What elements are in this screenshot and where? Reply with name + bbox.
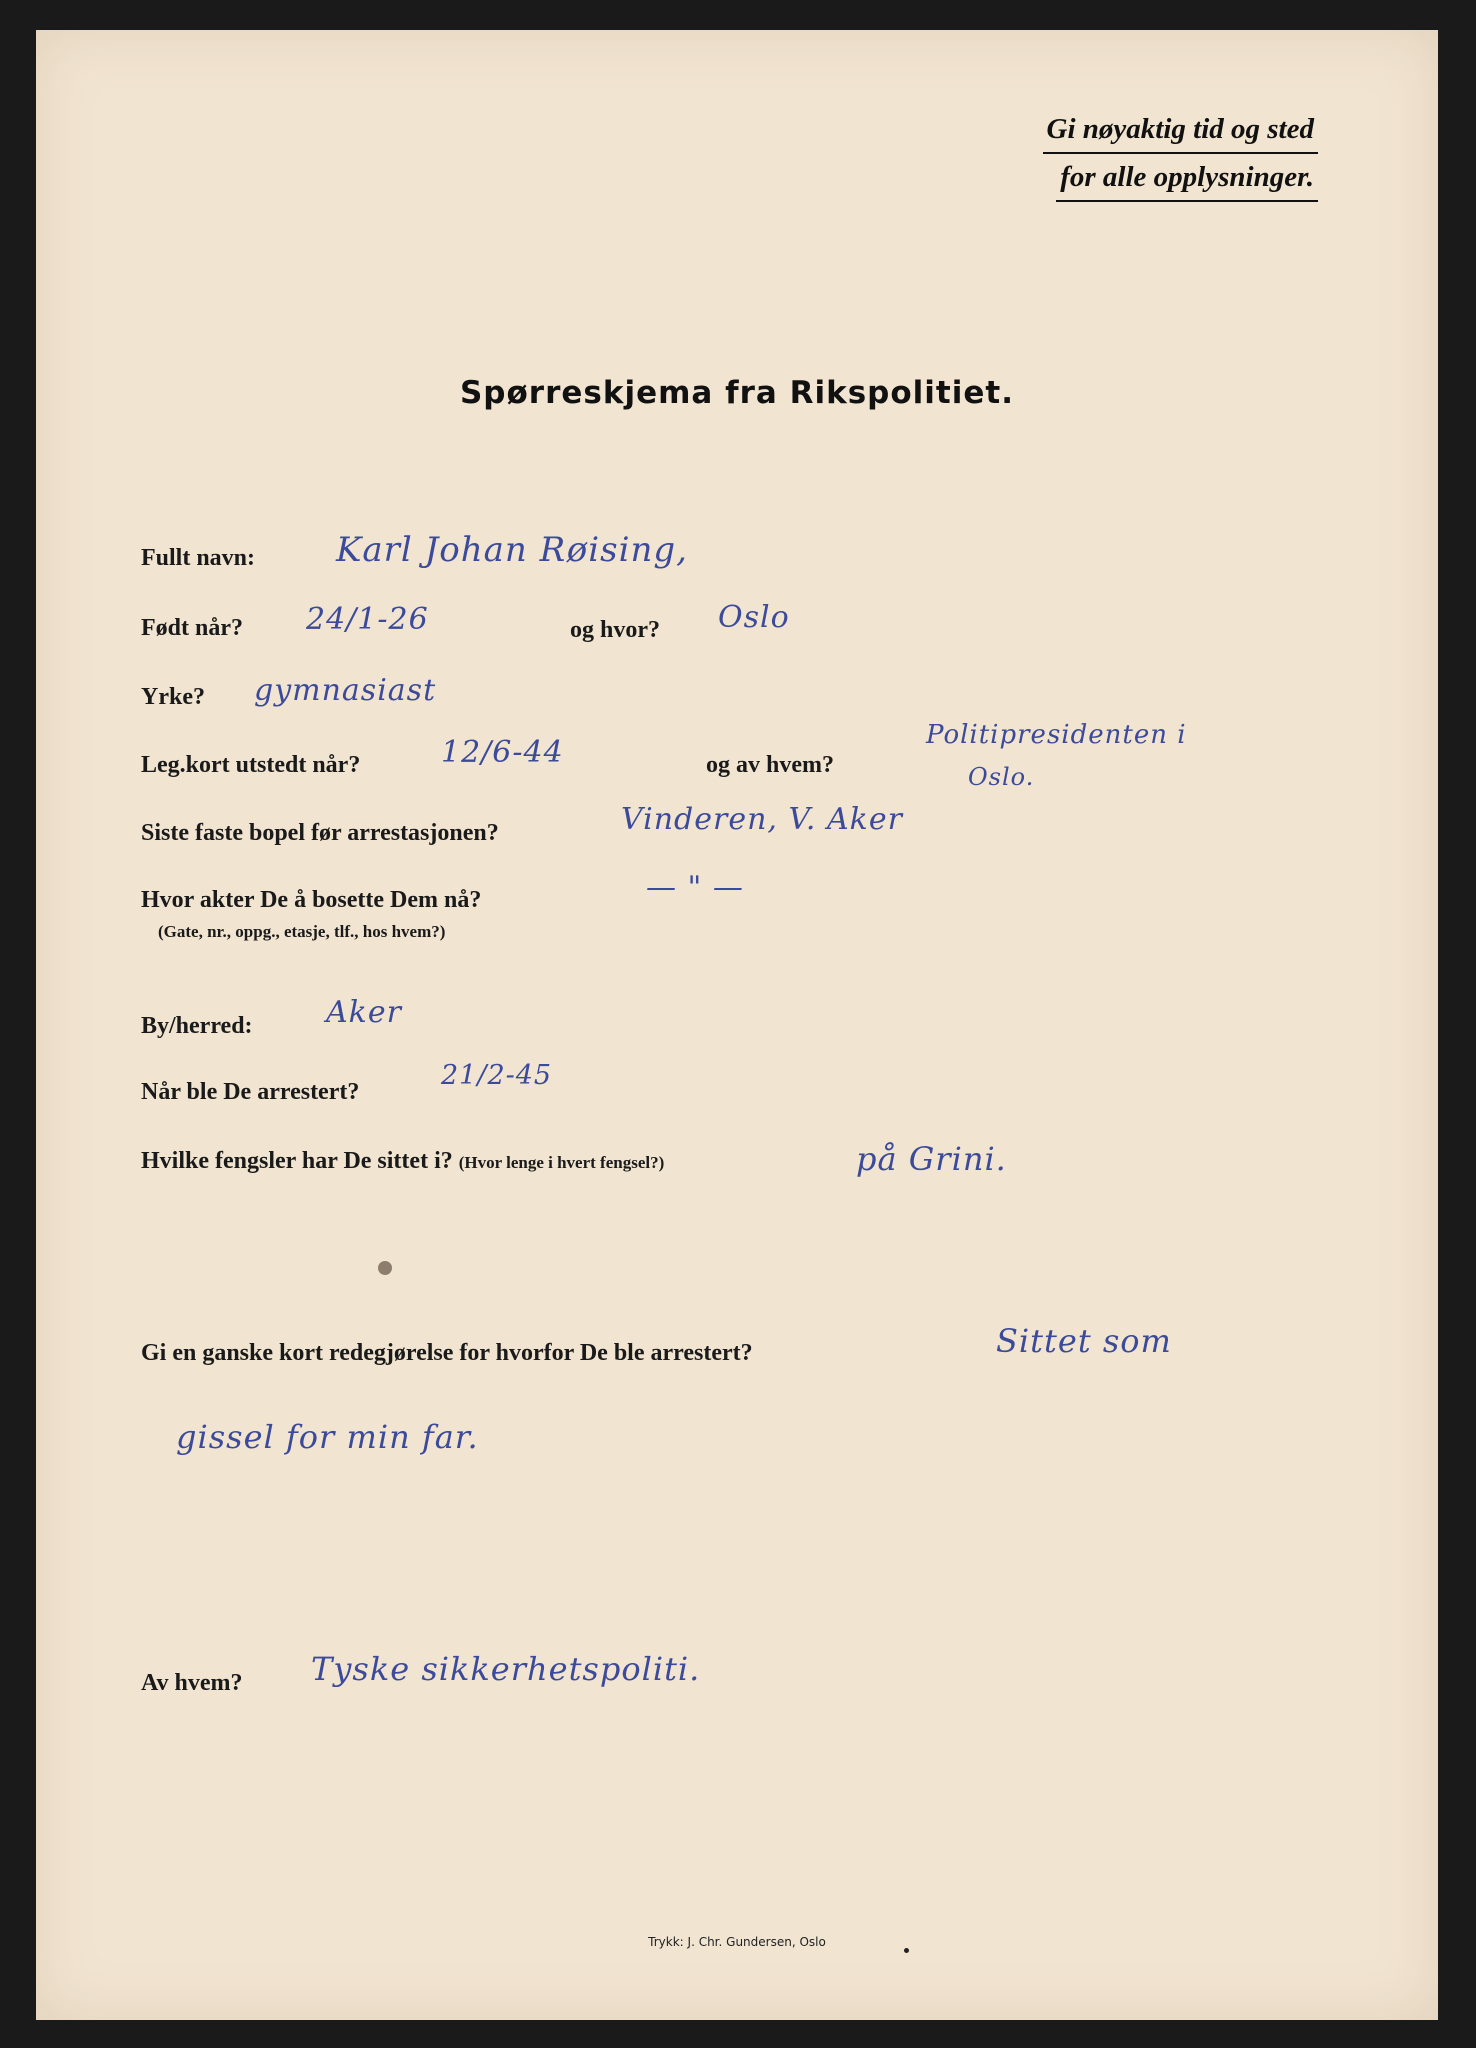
value-hvorfor-2: gissel for min far. (176, 1418, 479, 1456)
value-by-herred: Aker (326, 995, 402, 1030)
instruction-line-2: for alle opplysninger. (1056, 154, 1318, 202)
value-siste-bopel: Vinderen, V. Aker (621, 802, 903, 837)
value-arrestert: 21/2-45 (441, 1060, 553, 1091)
label-og-av-hvem: og av hvem? (706, 752, 834, 778)
value-bosette: — " — (646, 870, 744, 905)
label-siste-bopel: Siste faste bopel før arrestasjonen? (141, 820, 499, 846)
stain-mark (378, 1261, 392, 1275)
label-arrestert: Når ble De arrestert? (141, 1079, 360, 1105)
form-title: Spørreskjema fra Rikspolitiet. (459, 375, 1014, 411)
ink-dot (904, 1948, 909, 1953)
printer-imprint: Trykk: J. Chr. Gundersen, Oslo (648, 1935, 826, 1949)
instruction-line-1: Gi nøyaktig tid og sted (1043, 106, 1318, 154)
value-og-av-hvem-2: Oslo. (968, 763, 1035, 791)
label-av-hvem: Av hvem? (141, 1670, 243, 1696)
label-fengsler-sub: (Hvor lenge i hvert fengsel?) (458, 1153, 665, 1172)
value-og-hvor: Oslo (718, 600, 790, 635)
form-sheet (36, 30, 1438, 2020)
label-fengsler (141, 1148, 664, 1175)
value-fullt-navn: Karl Johan Røising, (336, 530, 688, 570)
label-bosette-sub: (Gate, nr., oppg., etasje, tlf., hos hvem?) (158, 922, 446, 941)
value-av-hvem: Tyske sikkerhetspoliti. (311, 1650, 701, 1688)
label-hvorfor: Gi en ganske kort redegjørelse for hvorfor De ble arrestert? (141, 1340, 753, 1366)
label-og-hvor: og hvor? (570, 617, 660, 643)
value-hvorfor-1: Sittet som (996, 1322, 1172, 1360)
label-fodt-naar: Født når? (141, 615, 243, 641)
label-yrke: Yrke? (141, 684, 205, 710)
label-legkort: Leg.kort utstedt når? (141, 752, 361, 778)
value-og-av-hvem-1: Politipresidenten i (926, 720, 1187, 750)
value-fodt-naar: 24/1-26 (306, 602, 429, 637)
instruction-note (1043, 106, 1318, 202)
value-yrke: gymnasiast (254, 673, 437, 708)
label-by-herred: By/herred: (141, 1013, 253, 1039)
label-fullt-navn: Fullt navn: (141, 545, 256, 571)
label-fengsler-main: Hvilke fengsler har De sittet i? (141, 1148, 453, 1174)
label-bosette: Hvor akter De å bosette Dem nå? (141, 887, 482, 913)
value-legkort: 12/6-44 (441, 735, 564, 770)
value-fengsler: på Grini. (856, 1140, 1007, 1178)
